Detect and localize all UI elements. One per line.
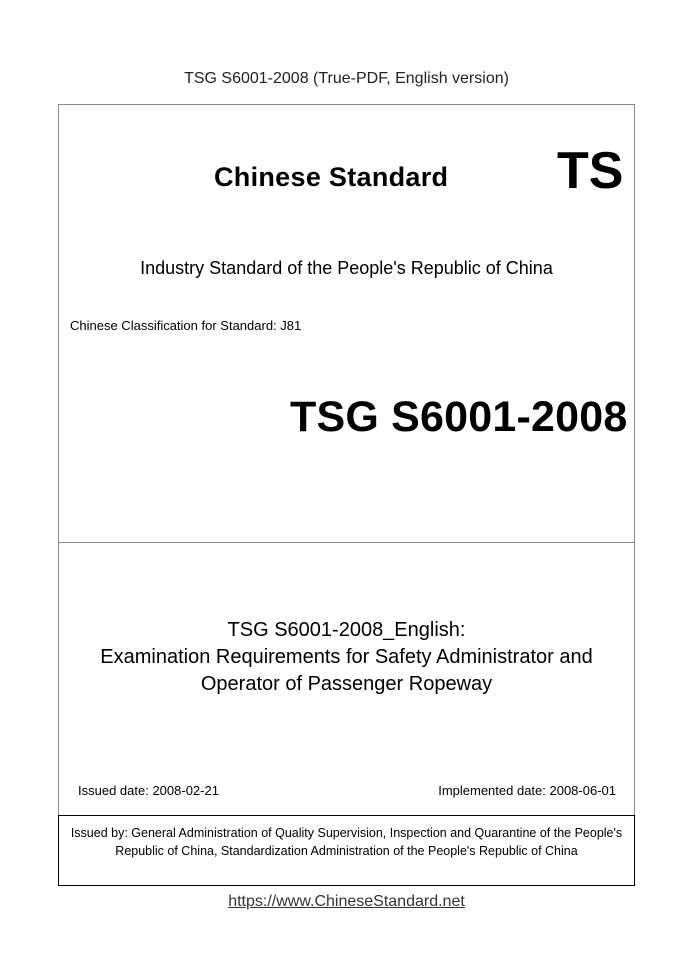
document-title-line: Examination Requirements for Safety Administrator and <box>100 646 593 668</box>
issuer-text: Issued by: General Administration of Quality Supervision, Inspection and Quarantine of the People's Republic of China, Standardization Administration of the People's Republic of China <box>70 826 623 858</box>
standard-number: TSG S6001-2008 <box>290 393 628 441</box>
cover-heading: Chinese Standard <box>214 162 449 192</box>
website-link[interactable]: https://www.ChineseStandard.net <box>228 893 465 910</box>
page-header: TSG S6001-2008 (True-PDF, English version) <box>184 70 509 87</box>
industry-line: Industry Standard of the People's Republic of China <box>140 258 553 278</box>
document-title-line: TSG S6001-2008_English: <box>227 619 466 641</box>
cover-panel <box>58 104 635 543</box>
document-panel <box>58 542 635 816</box>
implemented-date: Implemented date: 2008-06-01 <box>438 783 616 798</box>
classification-line: Chinese Classification for Standard: J81 <box>70 318 302 333</box>
issuer-panel <box>58 815 635 886</box>
issued-date: Issued date: 2008-02-21 <box>78 783 219 798</box>
standard-type-mark: TS <box>557 142 624 200</box>
document-title-line: Operator of Passenger Ropeway <box>200 673 493 695</box>
document-title <box>59 617 634 698</box>
